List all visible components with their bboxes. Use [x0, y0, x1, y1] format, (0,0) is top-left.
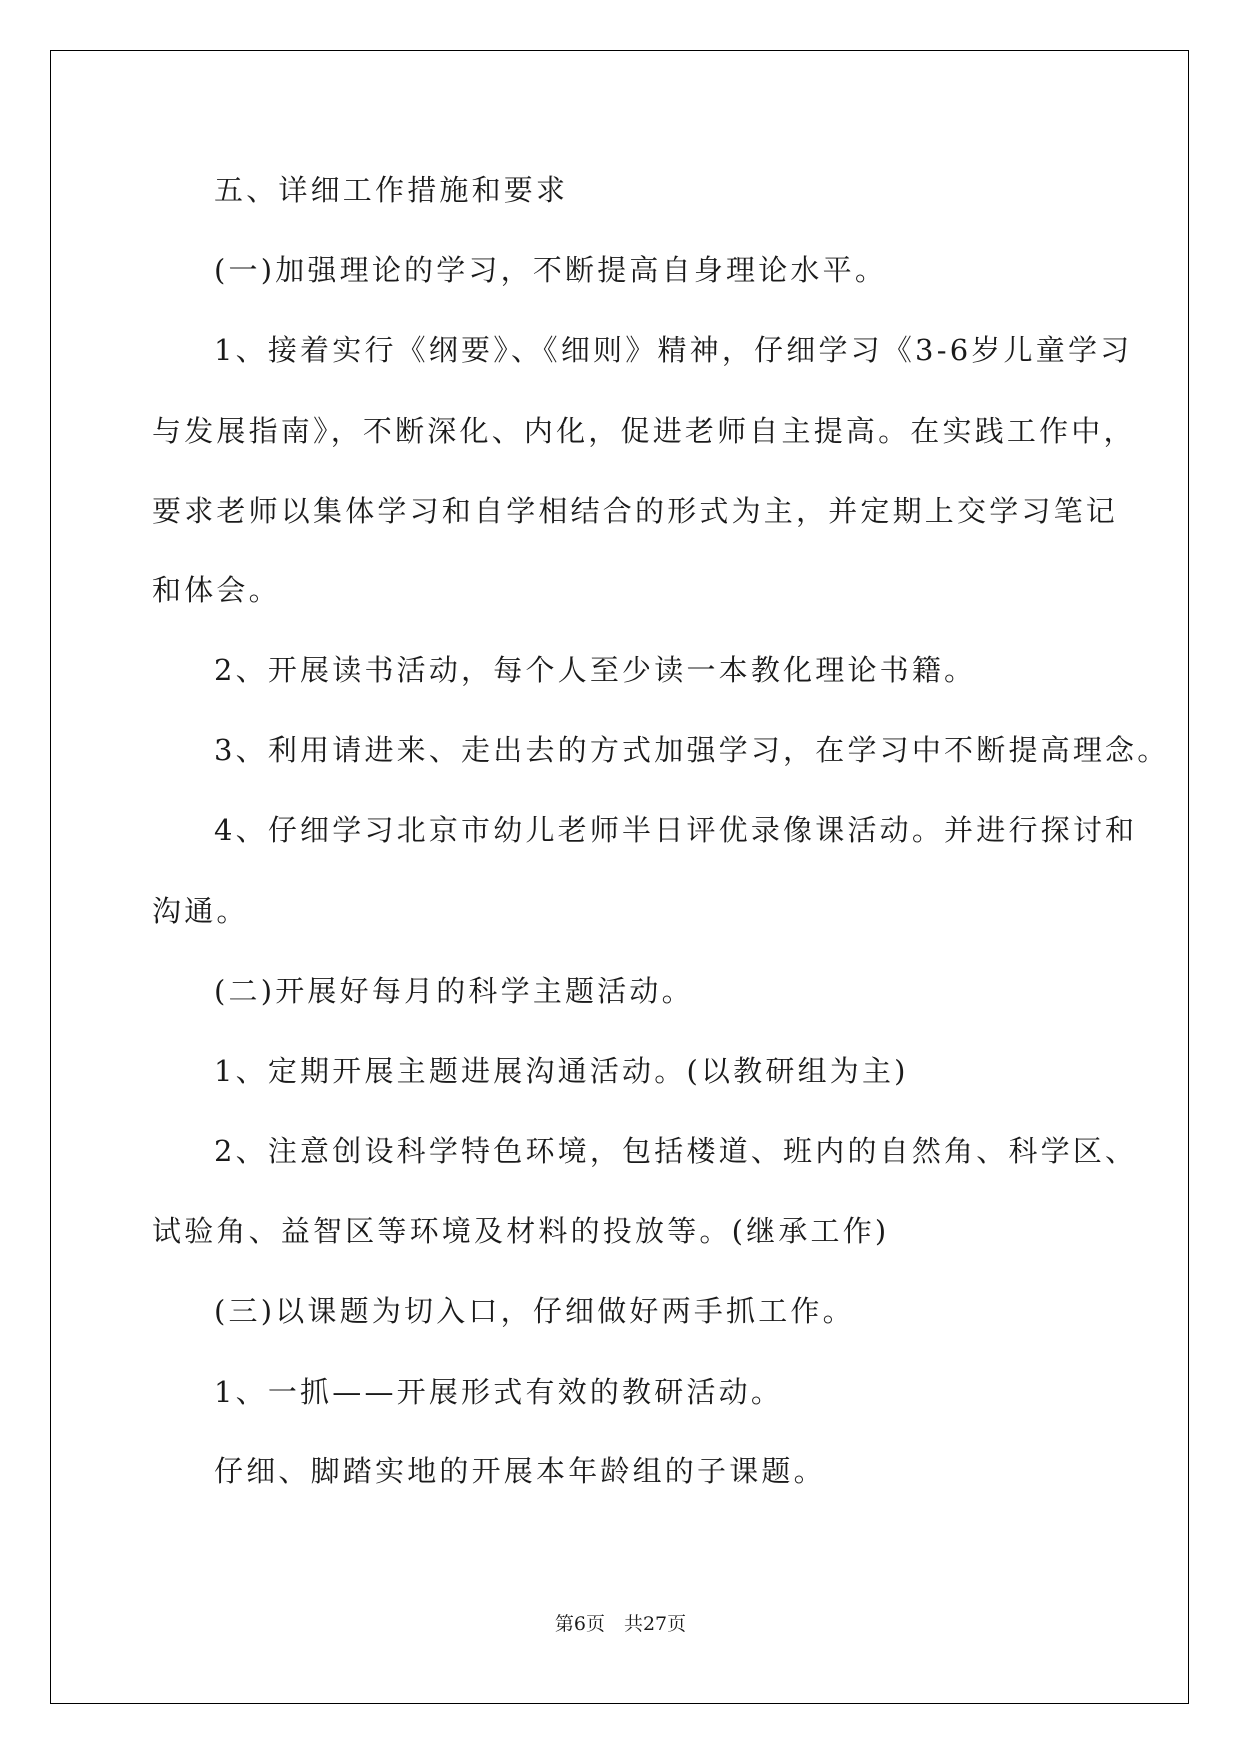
paragraph-line: 1、定期开展主题进展沟通活动。(以教研组为主) — [214, 1054, 909, 1088]
subheading-1: (一)加强理论的学习，不断提高自身理论水平。 — [214, 253, 888, 287]
paragraph-line: 2、注意创设科学特色环境，包括楼道、班内的自然角、科学区、 — [214, 1134, 1138, 1168]
paragraph-line: 与发展指南》，不断深化、内化，促进老师自主提高。在实践工作中， — [152, 414, 1136, 448]
paragraph-line: 试验角、益智区等环境及材料的投放等。(继承工作) — [152, 1214, 890, 1248]
section-heading: 五、详细工作措施和要求 — [214, 173, 569, 207]
paragraph-line: 和体会。 — [152, 573, 281, 607]
page-number: 第6页 共27页 — [554, 1613, 687, 1635]
subheading-3: (三)以课题为切入口，仔细做好两手抓工作。 — [214, 1294, 855, 1328]
paragraph-line: 仔细、脚踏实地的开展本年龄组的子课题。 — [214, 1454, 826, 1488]
paragraph-line: 要求老师以集体学习和自学相结合的形式为主，并定期上交学习笔记 — [152, 494, 1119, 528]
paragraph-line: 2、开展读书活动，每个人至少读一本教化理论书籍。 — [214, 653, 977, 687]
paragraph-line: 1、接着实行《纲要》、《细则》精神，仔细学习《3-6岁儿童学习 — [214, 333, 1133, 367]
paragraph-line: 沟通。 — [152, 894, 249, 928]
paragraph-line: 1、一抓——开展形式有效的教研活动。 — [214, 1375, 784, 1409]
subheading-2: (二)开展好每月的科学主题活动。 — [214, 974, 694, 1008]
paragraph-line: 4、仔细学习北京市幼儿老师半日评优录像课活动。并进行探讨和 — [214, 813, 1138, 847]
paragraph-line: 3、利用请进来、走出去的方式加强学习，在学习中不断提高理念。 — [214, 733, 1170, 767]
